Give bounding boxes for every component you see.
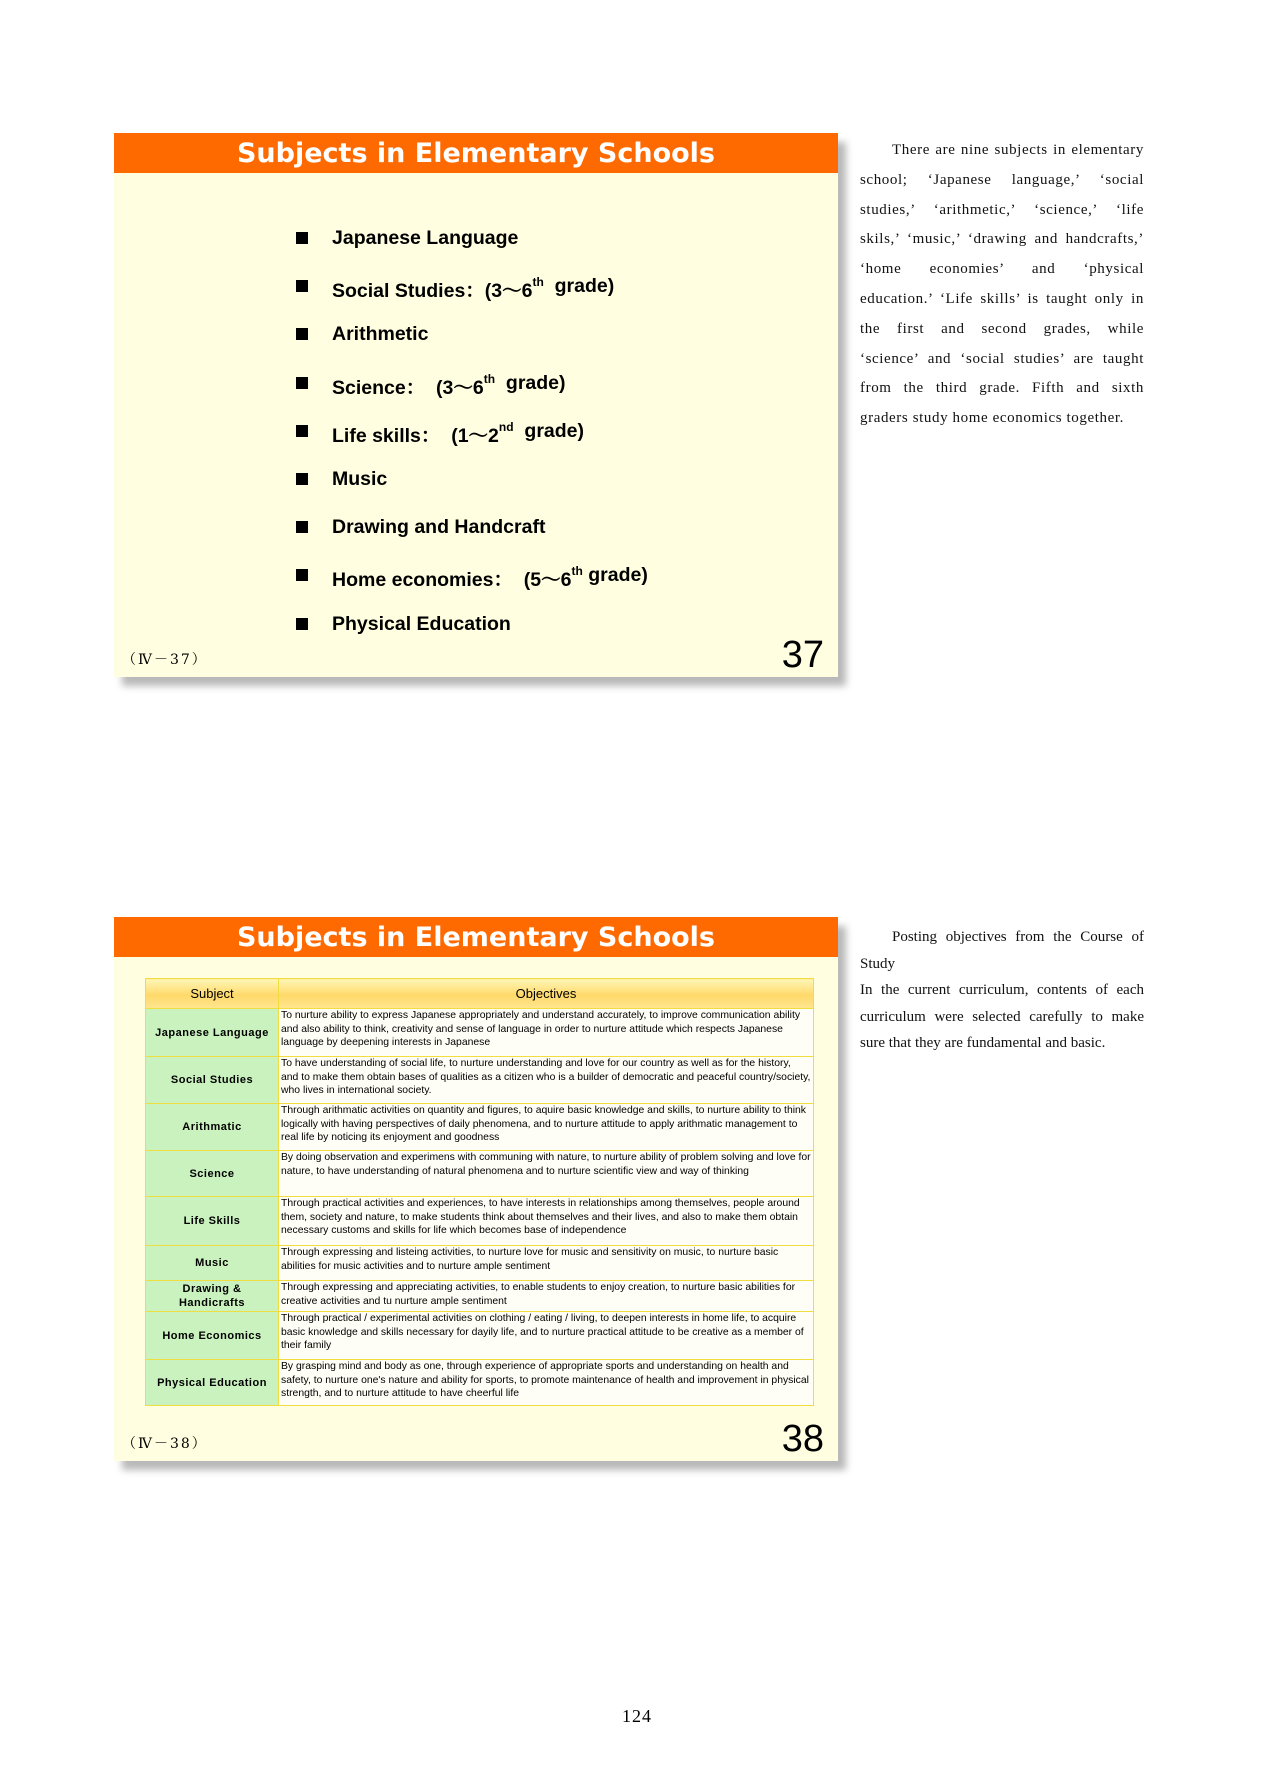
- subject-list: [296, 227, 648, 661]
- slide-number: 37: [781, 634, 824, 676]
- subject-cell: Science: [146, 1151, 279, 1197]
- objective-cell: By doing observation and experimens with communing with nature, to nurture ability of problem solving and love for nature, to have understanding of natural phenomena and to nurture scientific view and way of thinking: [279, 1151, 814, 1197]
- commentary-38: [860, 924, 1144, 1057]
- table-row: [146, 1246, 814, 1281]
- list-item: Music: [296, 468, 648, 516]
- square-bullet-icon: [296, 473, 308, 485]
- table-header-row: [146, 979, 814, 1009]
- table-row: [146, 1281, 814, 1312]
- table-row: [146, 1312, 814, 1360]
- table-row: [146, 1151, 814, 1197]
- objective-cell: To nurture ability to express Japanese appropriately and understand accurately, to improve communication ability and also ability to think, creativity and sense of language in order to nurture attitude which respects Japanese language by deepening interests in Japanese: [279, 1009, 814, 1057]
- objective-cell: Through practical activities and experiences, to have interests in relationships among themselves, people around them, society and nature, to make students think about themselves and their lives, and also to make them obtain necessary customs and skills for life which becomes base of independence: [279, 1197, 814, 1246]
- objective-cell: By grasping mind and body as one, through experience of appropriate sports and understanding on health and safety, to nurture one's nature and ability for sports, to promote maintenance of health and improvement in physical strength, and to nurture attitude to have cheerful life: [279, 1360, 814, 1406]
- square-bullet-icon: [296, 521, 308, 533]
- list-item: Japanese Language: [296, 227, 648, 275]
- list-item: Drawing and Handcraft: [296, 516, 648, 564]
- table-row: [146, 1197, 814, 1246]
- list-item: Physical Education: [296, 613, 648, 661]
- subject-cell: Drawing & Handicrafts: [146, 1281, 279, 1312]
- slide-title: Subjects in Elementary Schools: [114, 133, 838, 173]
- table-row: [146, 1360, 814, 1406]
- list-item: Arithmetic: [296, 323, 648, 371]
- objective-cell: Through arithmatic activities on quantity and figures, to aquire basic knowledge and skills, to nurture ability to think logically with having perspectives of daily phenomena, and to nurture attitude to apply arithmatic management to real life by noticing its enjoyment and goodness: [279, 1104, 814, 1151]
- commentary-line: In the current curriculum, contents of each curriculum were selected carefully to make sure that they are fundamental and basic.: [860, 982, 1144, 1051]
- page-number: 124: [622, 1706, 652, 1726]
- slide-reference: （Ⅳ－37）: [122, 652, 208, 668]
- subject-cell: Physical Education: [146, 1360, 279, 1406]
- objective-cell: To have understanding of social life, to nurture understanding and love for our country as well as for the history, and to make them obtain bases of qualities as a citizen who is a builder of democratic and peaceful country/society, who lives in international society.: [279, 1057, 814, 1104]
- subject-header: Subject: [146, 979, 279, 1009]
- table-row: [146, 1057, 814, 1104]
- objectives-header: Objectives: [279, 979, 814, 1009]
- square-bullet-icon: [296, 425, 308, 437]
- subject-cell: Arithmatic: [146, 1104, 279, 1151]
- square-bullet-icon: [296, 280, 308, 292]
- subject-cell: Social Studies: [146, 1057, 279, 1104]
- commentary-line: Posting objectives from the Course of Study: [860, 929, 1144, 972]
- list-item: Social Studies：(3～6 $^{th}$ grade): [296, 275, 648, 323]
- objective-cell: Through expressing and listeing activities, to nurture love for music and sensitivity on music, to nurture basic abilities for music activities and to nurture ample sentiment: [279, 1246, 814, 1281]
- square-bullet-icon: [296, 377, 308, 389]
- objective-cell: Through expressing and appreciating activities, to enable students to enjoy creation, to nurture basic abilities for creative activities and tu nurture ample sentiment: [279, 1281, 814, 1312]
- slide-37: [114, 133, 838, 677]
- square-bullet-icon: [296, 618, 308, 630]
- objective-cell: Through practical / experimental activities on clothing / eating / living, to deepen interests in home life, to acquire basic knowledge and skills necessary for dayily life, and to nurture practical attitude to be creative as a member of their family: [279, 1312, 814, 1360]
- square-bullet-icon: [296, 569, 308, 581]
- slide-reference: （Ⅳ－38）: [122, 1436, 208, 1452]
- list-item: Home economies： (5～6 $^{th}$ grade): [296, 564, 648, 612]
- square-bullet-icon: [296, 232, 308, 244]
- table-row: [146, 1009, 814, 1057]
- list-item: Life skills： (1～2 $^{nd}$ grade): [296, 420, 648, 468]
- slide-number: 38: [781, 1418, 824, 1460]
- slide-38: [114, 917, 838, 1461]
- commentary-37: There are nine subjects in elementary school; ‘Japanese language,’ ‘social studies,’ ‘arithmetic,’ ‘science,’ ‘life skils,’ ‘music,’ ‘drawing and handcrafts,’ ‘home economies’ and ‘physical education.’ ‘Life skills’ is taught only in the first and second grades, while ‘science’ and ‘social studies’ are taught from the third grade. Fifth and sixth graders study home economics together.: [860, 142, 1144, 427]
- subject-cell: Home Economics: [146, 1312, 279, 1360]
- list-item: Science： (3～6 $^{th}$ grade): [296, 372, 648, 420]
- slide-title: Subjects in Elementary Schools: [114, 917, 838, 957]
- objectives-table: [145, 978, 814, 1406]
- table-row: [146, 1104, 814, 1151]
- subject-cell: Japanese Language: [146, 1009, 279, 1057]
- subject-cell: Life Skills: [146, 1197, 279, 1246]
- subject-cell: Music: [146, 1246, 279, 1281]
- square-bullet-icon: [296, 328, 308, 340]
